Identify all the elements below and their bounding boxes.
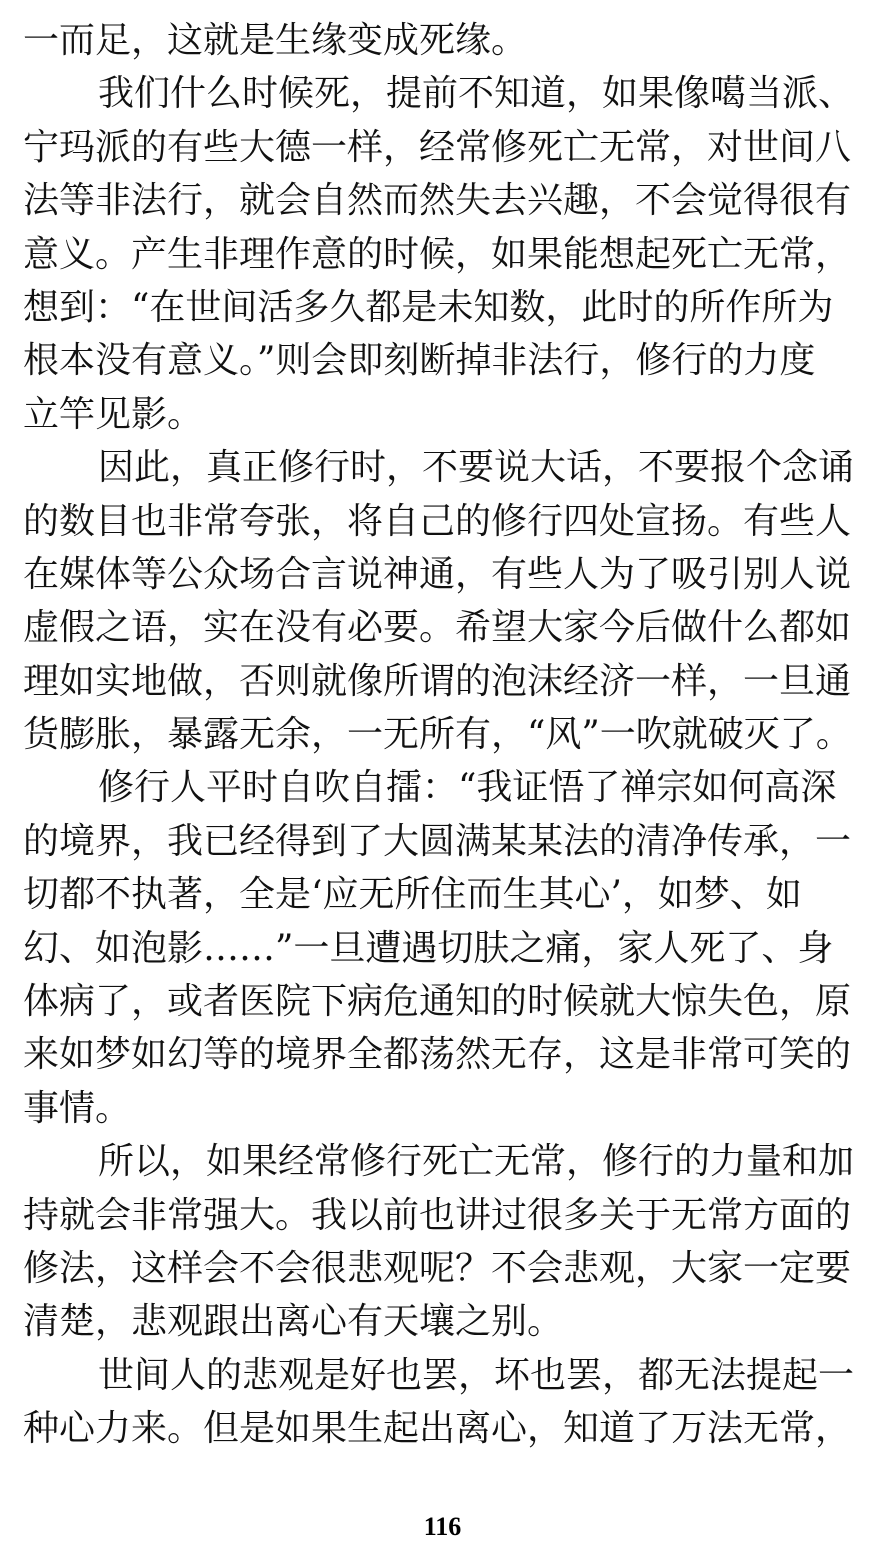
text-line: 持就会非常强大。我以前也讲过很多关于无常方面的 (23, 1194, 852, 1236)
text-line: 立竿见影。 (23, 393, 204, 435)
text-line: 意义。产生非理作意的时候，如果能想起死亡无常， (23, 233, 852, 275)
text-line: 种心力来。但是如果生起出离心，知道了万法无常， (23, 1408, 852, 1450)
text-line: 修行人平时自吹自擂：“我证悟了禅宗如何高深 (98, 767, 837, 809)
text-line: 体病了，或者医院下病危通知的时候就大惊失色，原 (23, 981, 852, 1023)
text-line: 世间人的悲观是好也罢，坏也罢，都无法提起一 (98, 1354, 855, 1396)
text-line: 想到：“在世间活多久都是未知数，此时的所作所为 (23, 286, 834, 328)
text-line: 在媒体等公众场合言说神通，有些人为了吸引别人说 (23, 553, 852, 595)
text-line: 理如实地做，否则就像所谓的泡沫经济一样，一旦通 (23, 660, 852, 702)
text-line: 货膨胀，暴露无余，一无所有，“风”一吹就破灭了。 (23, 714, 852, 756)
text-line: 根本没有意义。”则会即刻断掉非法行，修行的力度 (23, 340, 816, 382)
text-line: 所以，如果经常修行死亡无常，修行的力量和加 (98, 1141, 855, 1183)
text-line: 的数目也非常夸张，将自己的修行四处宣扬。有些人 (23, 500, 852, 542)
text-line: 的境界，我已经得到了大圆满某某法的清净传承，一 (23, 820, 852, 862)
text-line: 清楚，悲观跟出离心有天壤之别。 (23, 1301, 564, 1343)
text-line: 来如梦如幻等的境界全都荡然无存，这是非常可笑的 (23, 1034, 852, 1076)
text-line: 虚假之语，实在没有必要。希望大家今后做什么都如 (23, 607, 852, 649)
text-line: 修法，这样会不会很悲观呢？不会悲观，大家一定要 (23, 1247, 852, 1289)
text-line: 因此，真正修行时，不要说大话，不要报个念诵 (98, 447, 855, 489)
text-line: 宁玛派的有些大德一样，经常修死亡无常，对世间八 (23, 126, 852, 168)
text-line: 法等非法行，就会自然而然失去兴趣，不会觉得很有 (23, 180, 852, 222)
text-line: 事情。 (23, 1087, 132, 1129)
text-line: 我们什么时候死，提前不知道，如果像噶当派、 (98, 73, 855, 115)
body-text (23, 14, 865, 1456)
text-line: 切都不执著，全是‘应无所住而生其心’，如梦、如 (23, 874, 802, 916)
text-line: 一而足，这就是生缘变成死缘。 (23, 20, 528, 61)
page-number: 116 (423, 1512, 462, 1541)
text-line: 幻、如泡影……”一旦遭遇切肤之痛，家人死了、身 (23, 927, 834, 969)
